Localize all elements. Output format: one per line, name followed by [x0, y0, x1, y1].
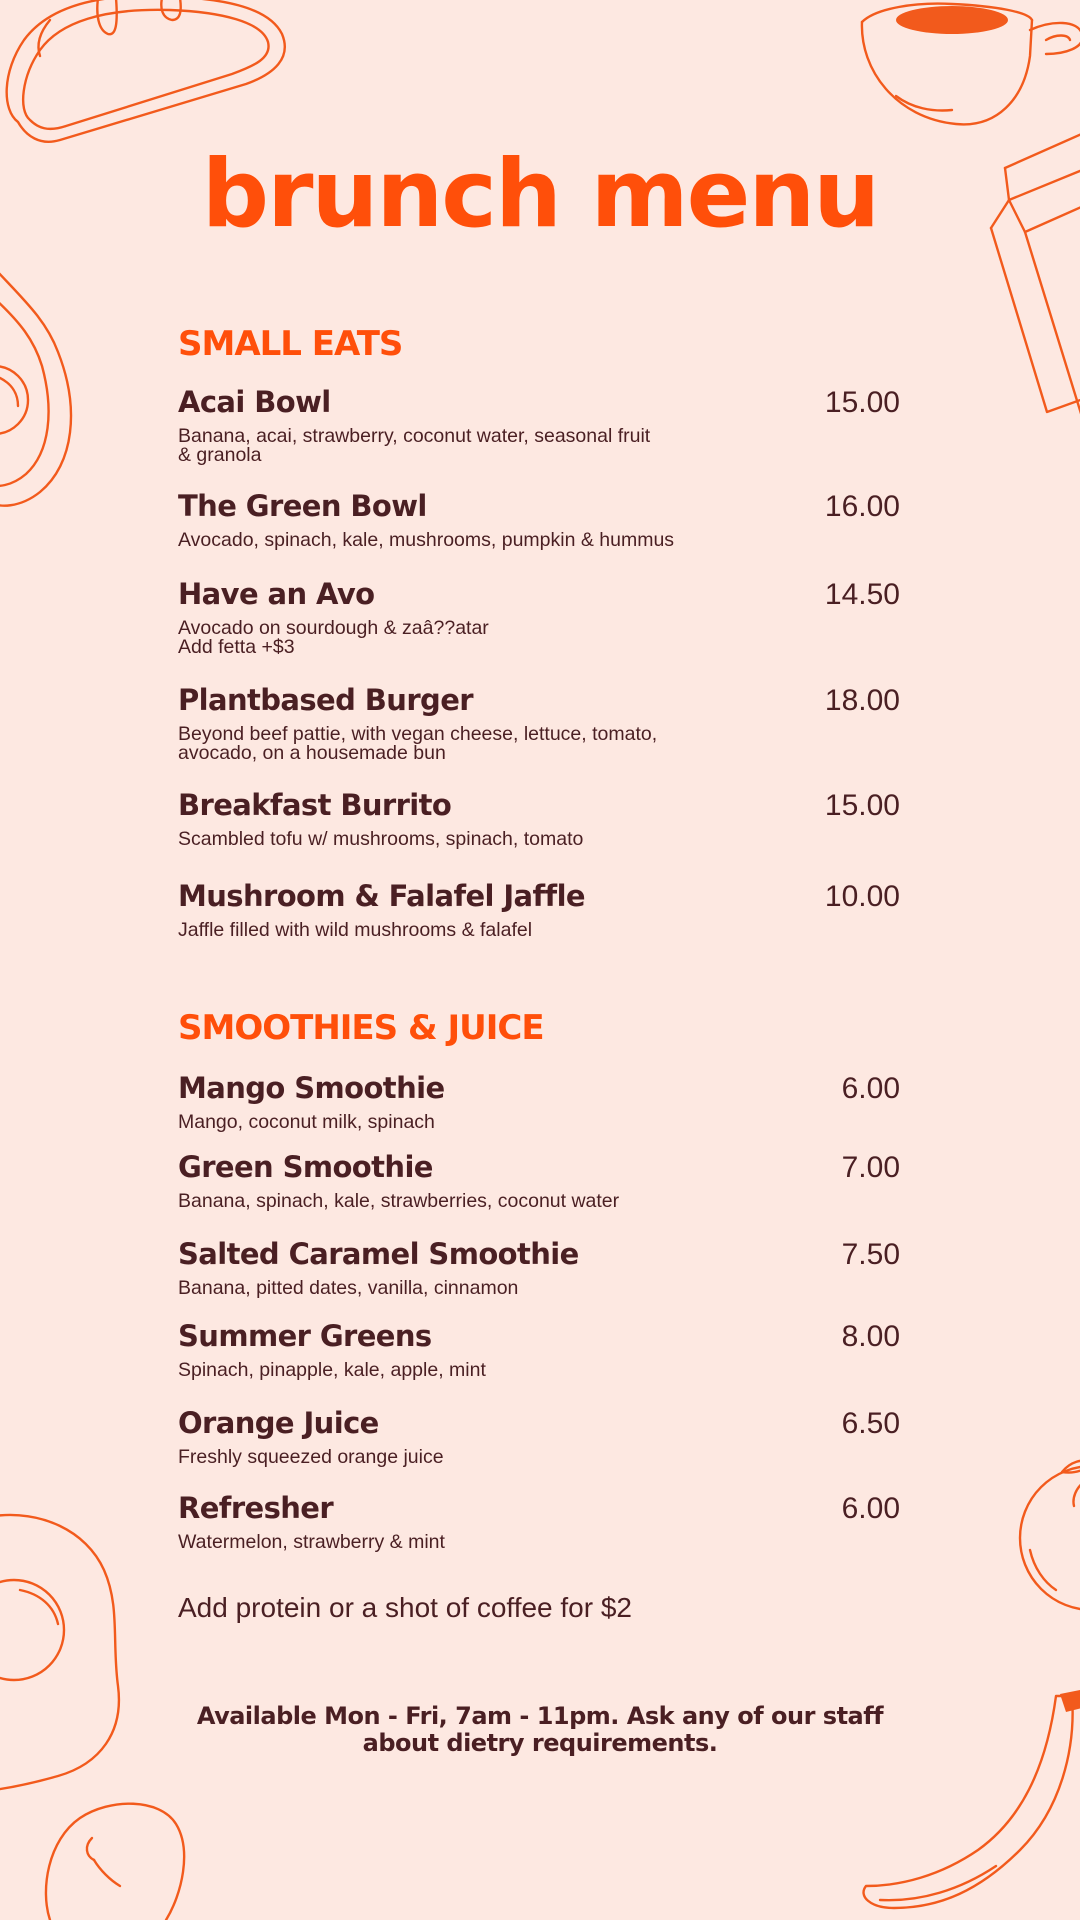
item-price: 16.00 [824, 490, 900, 523]
coffee-cup-icon [856, 0, 1080, 140]
item-description: Avocado, spinach, kale, mushrooms, pumpkin & hummus [178, 529, 675, 551]
item-description: Banana, spinach, kale, strawberries, coconut water [178, 1190, 620, 1212]
item-name: Orange Juice [178, 1406, 379, 1440]
item-description: Watermelon, strawberry & mint [178, 1531, 445, 1553]
orange-icon [1010, 1458, 1080, 1618]
menu-item-orange-juice [178, 1406, 900, 1468]
item-description: Beyond beef pattie, with vegan cheese, lettuce, tomato, avocado, on a housemade bun [178, 723, 658, 764]
item-price: 15.00 [824, 789, 900, 822]
item-name: Breakfast Burrito [178, 788, 452, 822]
menu-item-breakfast-burrito [178, 788, 900, 850]
menu-item-salted-caramel-smoothie [178, 1237, 900, 1299]
item-price: 10.00 [824, 880, 900, 913]
item-price: 15.00 [824, 386, 900, 419]
item-name: Acai Bowl [178, 385, 331, 419]
menu-item-the-green-bowl [178, 489, 900, 551]
item-price: 18.00 [824, 684, 900, 717]
potato-icon [40, 1790, 190, 1920]
menu-item-acai-bowl [178, 385, 900, 466]
item-description: Avocado on sourdough & zaâ??atar Add fetta +$3 [178, 617, 489, 658]
menu-item-green-smoothie [178, 1150, 900, 1212]
item-name: Summer Greens [178, 1319, 432, 1353]
item-price: 6.00 [841, 1492, 900, 1525]
menu-item-plantbased-burger [178, 683, 900, 764]
item-name: Mango Smoothie [178, 1071, 445, 1105]
item-price: 14.50 [824, 578, 900, 611]
item-description: Banana, pitted dates, vanilla, cinnamon [178, 1277, 519, 1299]
item-name: Green Smoothie [178, 1150, 433, 1184]
item-description: Jaffle filled with wild mushrooms & falafel [178, 919, 533, 941]
item-description: Scambled tofu w/ mushrooms, spinach, tomato [178, 828, 584, 850]
bread-icon [0, 0, 300, 150]
item-description: Freshly squeezed orange juice [178, 1446, 444, 1468]
item-price: 8.00 [841, 1320, 900, 1353]
addon-note: Add protein or a shot of coffee for $2 [178, 1592, 633, 1623]
item-price: 7.00 [841, 1151, 900, 1184]
section-title-smoothies-juice: SMOOTHIES & JUICE [178, 1008, 544, 1048]
item-name: Plantbased Burger [178, 683, 473, 717]
menu-item-mango-smoothie [178, 1071, 900, 1133]
item-price: 7.50 [841, 1238, 900, 1271]
item-name: The Green Bowl [178, 489, 427, 523]
section-title-small-eats: SMALL EATS [178, 324, 403, 364]
menu-item-refresher [178, 1491, 900, 1553]
availability-footer: Available Mon - Fri, 7am - 11pm. Ask any of our staff about dietry requirements. [196, 1702, 884, 1757]
menu-item-have-an-avo [178, 577, 900, 658]
item-price: 6.00 [841, 1072, 900, 1105]
item-description: Mango, coconut milk, spinach [178, 1111, 435, 1133]
item-name: Salted Caramel Smoothie [178, 1237, 579, 1271]
avocado-icon [0, 270, 90, 510]
item-description: Banana, acai, strawberry, coconut water, seasonal fruit & granola [178, 425, 651, 466]
item-price: 6.50 [841, 1407, 900, 1440]
item-name: Refresher [178, 1491, 334, 1525]
item-name: Have an Avo [178, 577, 375, 611]
menu-title: brunch menu [201, 140, 879, 249]
item-description: Spinach, pinapple, kale, apple, mint [178, 1359, 486, 1381]
menu-item-summer-greens [178, 1319, 900, 1381]
menu-item-mushroom-falafel-jaffle [178, 879, 900, 941]
item-name: Mushroom & Falafel Jaffle [178, 879, 585, 913]
